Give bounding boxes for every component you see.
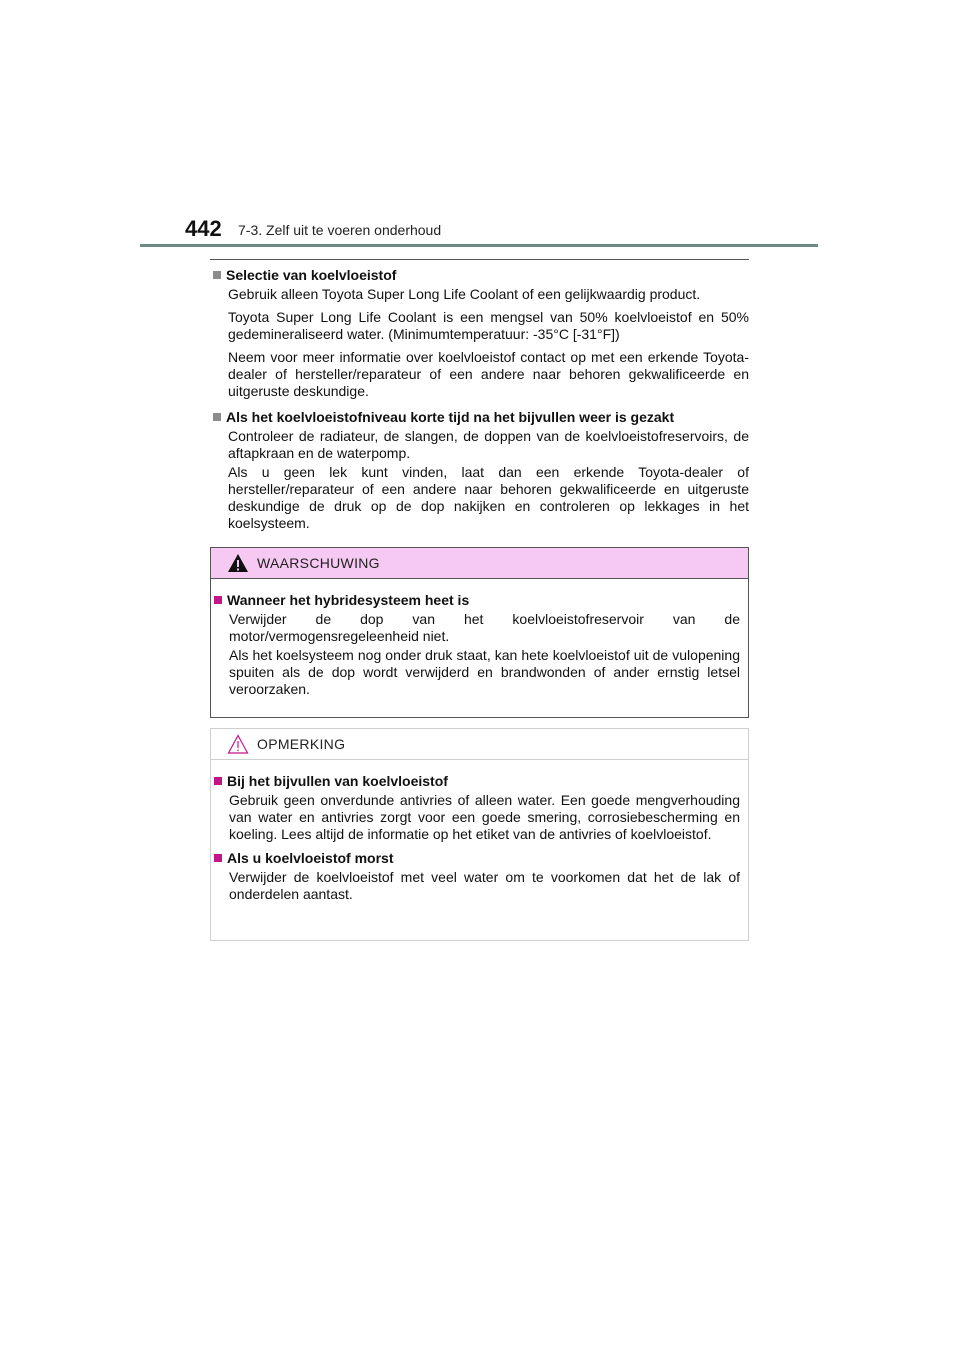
section-heading [211,849,740,867]
warning-header [211,548,748,579]
section-top-rule [210,259,749,260]
warning-body [211,579,748,698]
paragraph: Gebruik alleen Toyota Super Long Life Coolant of een gelijkwaardig product. [228,286,701,302]
notice-item [211,772,740,843]
square-bullet-icon [214,777,222,785]
item-title: Bij het bijvullen van koelvloeistof [227,773,448,789]
caution-triangle-outline-icon [227,734,249,754]
paragraph: Verwijder de koelvloeistof met veel water om te voorkomen dat het de lak of onderdelen aantast. [229,869,740,902]
square-bullet-icon [213,413,221,421]
warning-box [210,547,749,718]
section-title: Selectie van koelvloeistof [226,267,397,283]
section-coolant-level-drop [210,408,749,532]
paragraph: Gebruik geen onverdunde antivries of alleen water. Een goede mengverhouding van water en antivries zorgt voor een goede smering, corrosiebescherming en koeling. Lees altijd de informatie op het etiket van de antivries of koelvloeistof. [229,792,740,842]
notice-label: OPMERKING [257,736,346,752]
section-heading [210,408,749,426]
section-coolant-selection [210,266,749,400]
section-heading [211,772,740,790]
square-bullet-icon [213,271,221,279]
paragraph: Verwijder de dop van het koelvloeistofreservoir van de motor/vermogensregeleenheid niet. [229,611,740,644]
paragraph: Controleer de radiateur, de slangen, de doppen van de koelvloeistofreservoirs, de aftapkraan en de waterpomp. [228,428,749,461]
main-content [210,266,749,540]
notice-item [211,849,740,903]
section-title: Als het koelvloeistofniveau korte tijd na het bijvullen weer is gezakt [226,409,675,425]
notice-body [211,760,748,903]
paragraph: Als u geen lek kunt vinden, laat dan een erkende Toyota-dealer of hersteller/reparateur of een andere naar behoren gekwalificeerde en uitgeruste deskundige de druk op de dop nakijken en controleren op lekkages in het koelsysteem. [228,464,749,531]
page-number: 442 [185,216,222,241]
warning-item [211,591,740,698]
warning-label: WAARSCHUWING [257,555,380,571]
item-title: Wanneer het hybridesysteem heet is [227,592,470,608]
notice-box [210,728,749,941]
section-heading [211,591,740,609]
notice-header [211,729,748,760]
chapter-title: 7-3. Zelf uit te voeren onderhoud [238,222,442,238]
paragraph: Neem voor meer informatie over koelvloeistof contact op met een erkende Toyota-dealer of hersteller/reparateur of een andere naar behoren gekwalificeerde en uitgeruste deskundige. [228,349,749,399]
square-bullet-icon [214,596,222,604]
section-heading [210,266,749,284]
paragraph: Als het koelsysteem nog onder druk staat, kan hete koelvloeistof uit de vulopening spuiten als de dop wordt verwijderd en brandwonden of ander ernstig letsel veroorzaken. [229,647,740,697]
paragraph: Toyota Super Long Life Coolant is een mengsel van 50% koelvloeistof en 50% gedemineraliseerd water. (Minimumtemperatuur: -35°C [-31°F]) [228,309,749,342]
item-title: Als u koelvloeistof morst [227,850,394,866]
square-bullet-icon [214,854,222,862]
header-rule [140,244,818,247]
warning-triangle-icon [227,553,249,573]
